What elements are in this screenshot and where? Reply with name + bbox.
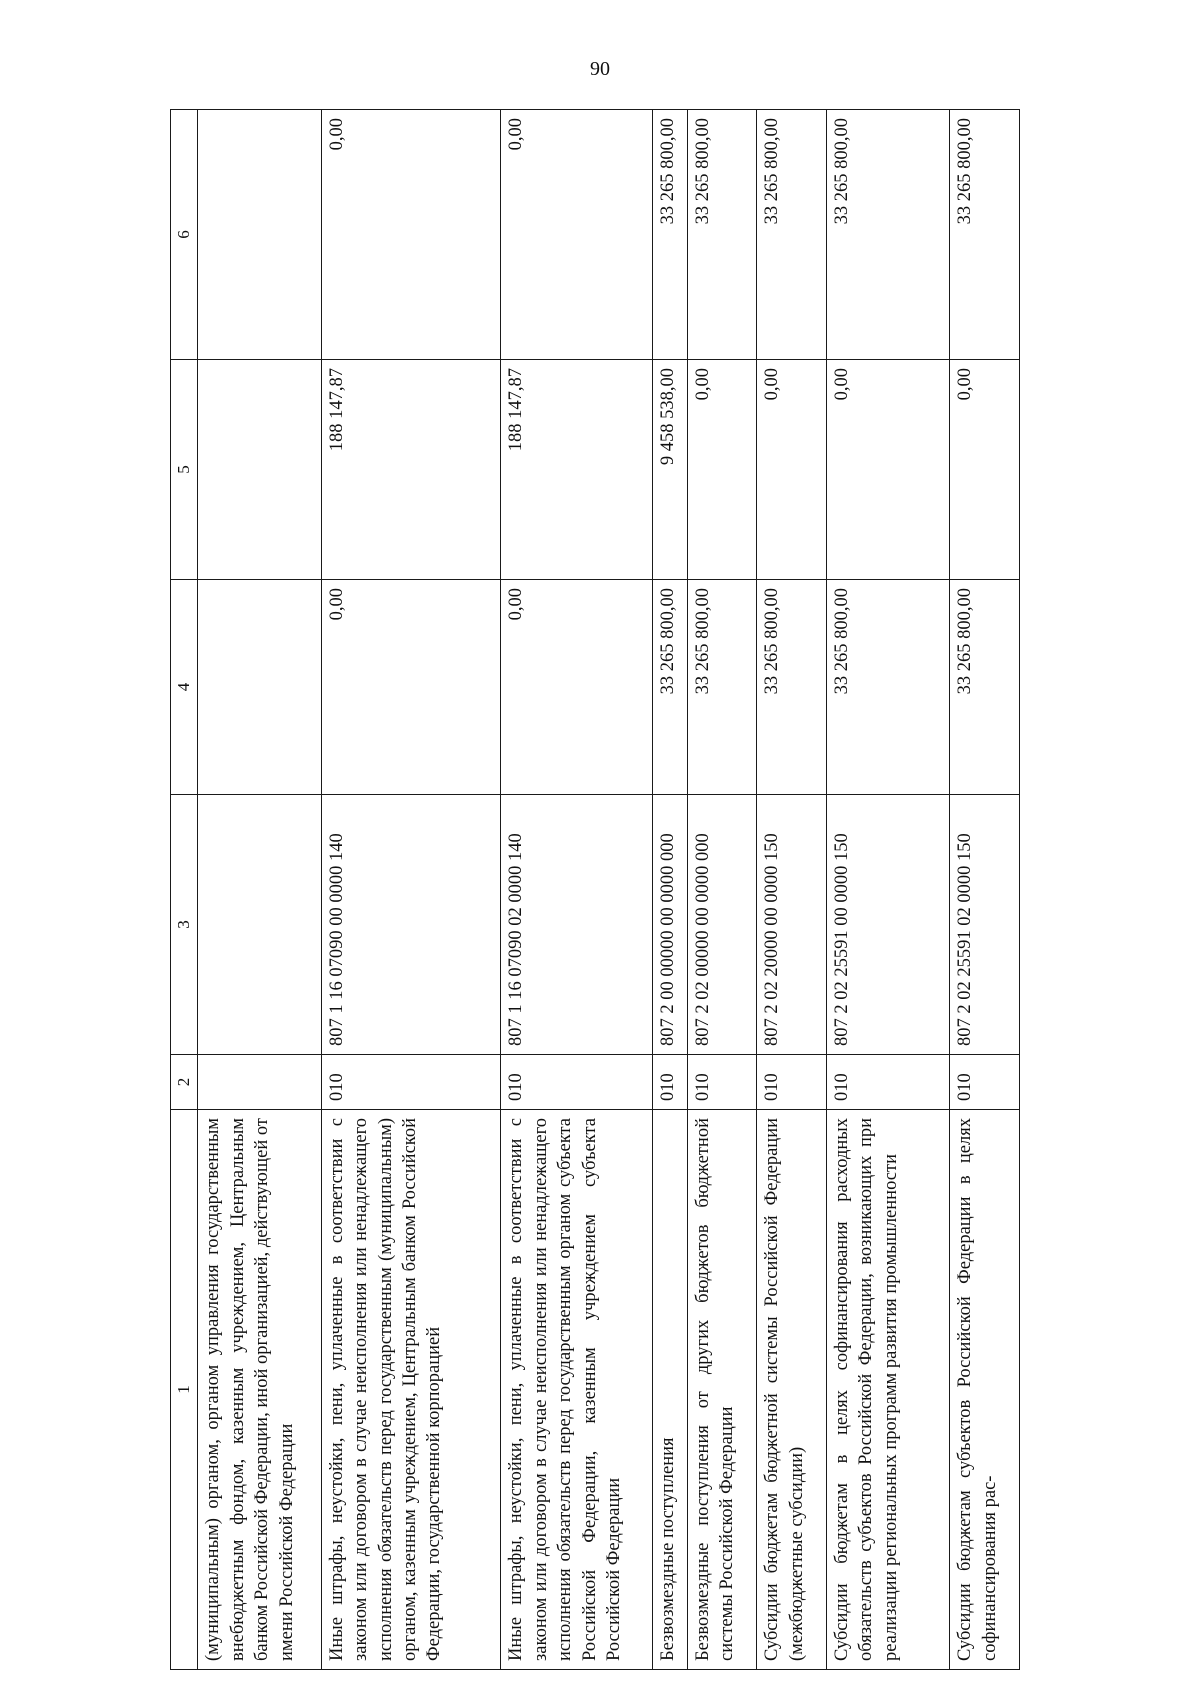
row-value-col6: 0,00: [321, 110, 500, 360]
rotated-table-container: [170, 110, 1020, 1670]
row-code: [198, 1055, 321, 1110]
row-value-col5: 188 147,87: [501, 360, 652, 580]
row-value-col6: 0,00: [501, 110, 652, 360]
row-value-col6: 33 265 800,00: [757, 110, 827, 360]
row-value-col6: 33 265 800,00: [652, 110, 687, 360]
row-value-col4: 33 265 800,00: [757, 580, 827, 795]
row-code: 010: [652, 1055, 687, 1110]
row-description: Субсидии бюджетам субъектов Российской Федерации в целях софинансирования рас-: [950, 1110, 1020, 1670]
row-code: 010: [827, 1055, 950, 1110]
table-header-row: [171, 110, 198, 1670]
row-kbk: [198, 795, 321, 1055]
row-value-col6: [198, 110, 321, 360]
table-row: [757, 110, 827, 1670]
budget-revenue-table: [170, 109, 1020, 1670]
row-value-col6: 33 265 800,00: [950, 110, 1020, 360]
row-description: Иные штрафы, неустойки, пени, уплаченные в соответствии с законом или договором в случае неисполнения или ненадлежащего исполнения обязательств перед государственным органом субъекта Российской Федерации, казенным учреждением субъекта Российской Федерации: [501, 1110, 652, 1670]
row-value-col6: 33 265 800,00: [687, 110, 757, 360]
row-description: Безвозмездные поступления: [652, 1110, 687, 1670]
row-kbk: 807 2 02 20000 00 0000 150: [757, 795, 827, 1055]
table-row: [950, 110, 1020, 1670]
row-value-col5: [198, 360, 321, 580]
row-kbk: 807 1 16 07090 02 0000 140: [501, 795, 652, 1055]
table-row: [687, 110, 757, 1670]
row-value-col4: 0,00: [501, 580, 652, 795]
row-code: 010: [757, 1055, 827, 1110]
table-row: [652, 110, 687, 1670]
table-row: [321, 110, 500, 1670]
row-value-col4: 33 265 800,00: [652, 580, 687, 795]
row-kbk: 807 2 02 25591 00 0000 150: [827, 795, 950, 1055]
row-description: Иные штрафы, неустойки, пени, уплаченные в соответствии с законом или договором в случае неисполнения или ненадлежащего исполнения обязательств перед государственным (муниципальным) органом, казенным учреждением, Центральным банком Российской Федерации, государственной корпорацией: [321, 1110, 500, 1670]
row-code: 010: [321, 1055, 500, 1110]
header-col-2: 2: [171, 1055, 198, 1110]
header-col-4: 4: [171, 580, 198, 795]
header-col-3: 3: [171, 795, 198, 1055]
table-row: [501, 110, 652, 1670]
row-kbk: 807 2 02 00000 00 0000 000: [687, 795, 757, 1055]
row-value-col4: [198, 580, 321, 795]
row-value-col5: 188 147,87: [321, 360, 500, 580]
row-value-col5: 0,00: [687, 360, 757, 580]
row-description: Субсидии бюджетам в целях софинансирования расходных обязательств субъектов Российской Федерации, возникающих при реализации региональных программ развития промышленности: [827, 1110, 950, 1670]
row-value-col6: 33 265 800,00: [827, 110, 950, 360]
row-value-col5: 9 458 538,00: [652, 360, 687, 580]
header-col-5: 5: [171, 360, 198, 580]
row-value-col4: 0,00: [321, 580, 500, 795]
header-col-6: 6: [171, 110, 198, 360]
row-value-col4: 33 265 800,00: [827, 580, 950, 795]
row-description: (муниципальным) органом, органом управления государственным внебюджетным фондом, казенным учреждением, Центральным банком Российской Федерации, иной организацией, действующей от имени Российской Федерации: [198, 1110, 321, 1670]
row-kbk: 807 2 02 25591 02 0000 150: [950, 795, 1020, 1055]
row-value-col5: 0,00: [950, 360, 1020, 580]
table-row: [198, 110, 321, 1670]
row-description: Безвозмездные поступления от других бюджетов бюджетной системы Российской Федерации: [687, 1110, 757, 1670]
row-code: 010: [501, 1055, 652, 1110]
header-col-1: 1: [171, 1110, 198, 1670]
row-value-col4: 33 265 800,00: [950, 580, 1020, 795]
row-code: 010: [950, 1055, 1020, 1110]
row-value-col5: 0,00: [827, 360, 950, 580]
page-number: 90: [590, 58, 610, 80]
row-value-col4: 33 265 800,00: [687, 580, 757, 795]
row-kbk: 807 1 16 07090 00 0000 140: [321, 795, 500, 1055]
row-value-col5: 0,00: [757, 360, 827, 580]
row-code: 010: [687, 1055, 757, 1110]
table-row: [827, 110, 950, 1670]
row-description: Субсидии бюджетам бюджетной системы Российской Федерации (межбюджетные субсидии): [757, 1110, 827, 1670]
row-kbk: 807 2 00 00000 00 0000 000: [652, 795, 687, 1055]
